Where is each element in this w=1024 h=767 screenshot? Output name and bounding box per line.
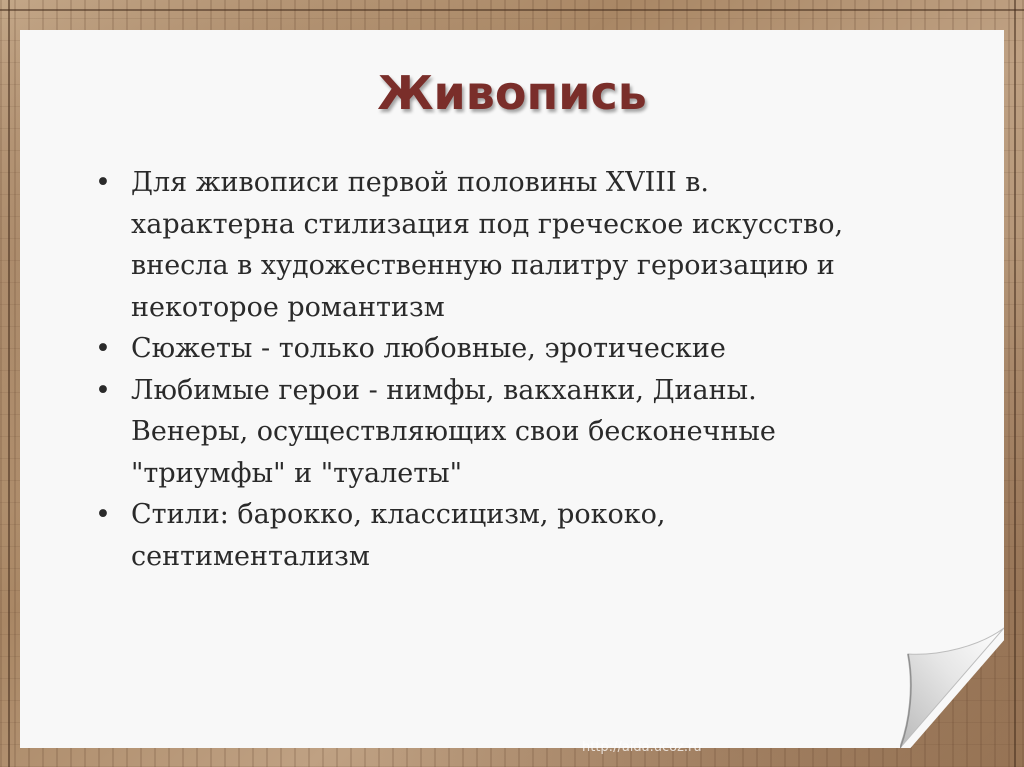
list-item (95, 162, 895, 328)
list-item-line: Стили: барокко, классицизм, рококо, (131, 499, 666, 530)
list-item-line: Венеры, осуществляющих свои бесконечные (131, 416, 776, 447)
bullet-icon: • (95, 499, 111, 530)
list-item-line: сентиментализм (131, 540, 370, 572)
list-item-line: Любимые герои - нимфы, вакханки, Дианы. (131, 374, 757, 406)
source-watermark: http://aida.ucoz.ru (582, 740, 702, 755)
list-item (95, 494, 895, 577)
list-item-line: характерна стилизация под греческое искусство, (131, 208, 844, 240)
bullet-list (95, 162, 895, 577)
bullet-icon: • (95, 374, 111, 406)
page-curl-icon (900, 626, 1004, 748)
list-item (95, 370, 895, 495)
bullet-icon: • (95, 333, 111, 364)
list-item-line: Для живописи первой половины XVIII в. (131, 167, 709, 198)
slide-title: Живопись (377, 66, 647, 120)
list-item (95, 328, 895, 370)
bullet-icon: • (95, 167, 111, 198)
list-item-line: Сюжеты - только любовные, эротические (131, 333, 726, 364)
list-item-line: внесла в художественную палитру героизацию и (131, 250, 835, 281)
list-item-line: некоторое романтизм (131, 291, 445, 323)
background-frame-top (0, 9, 1024, 11)
list-item-line: "триумфы" и "туалеты" (131, 457, 463, 489)
